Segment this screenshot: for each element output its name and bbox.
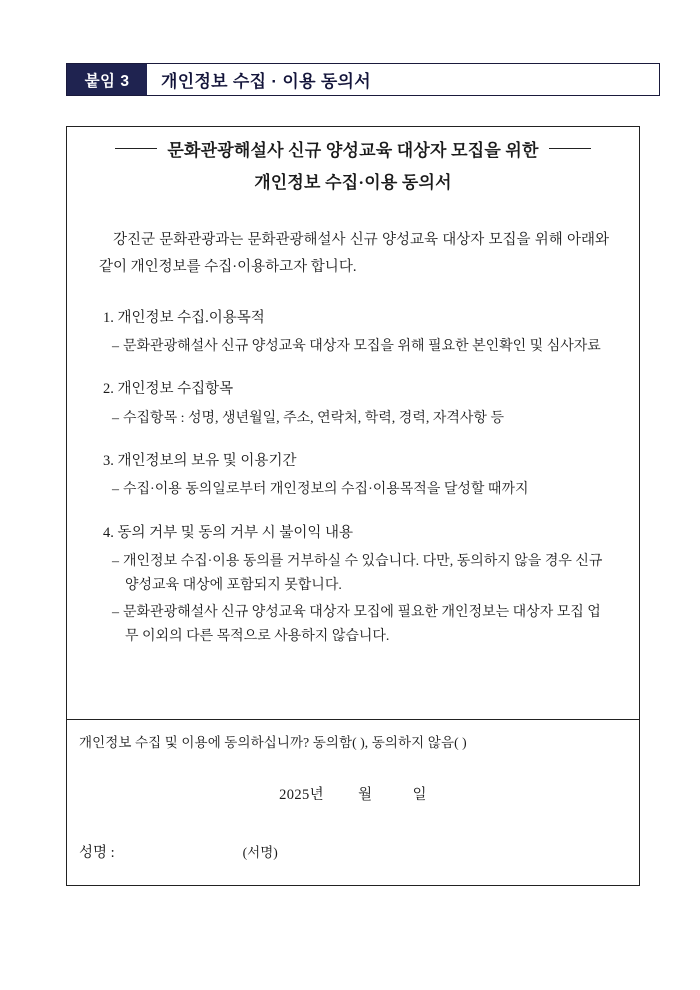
- date-line: [67, 783, 639, 804]
- consent-intro: 강진군 문화관광과는 문화관광해설사 신규 양성교육 대상자 모집을 위해 아래와 같이 개인정보를 수집·이용하고자 합니다.: [99, 232, 609, 275]
- section-item-text: 개인정보 수집·이용 동의를 거부하실 수 있습니다. 다만, 동의하지 않을 경우 신규 양성교육 대상에 포함되지 못합니다.: [123, 553, 603, 594]
- consent-form-box: [66, 126, 640, 886]
- attachment-header: [66, 63, 660, 96]
- consent-title-line1: 문화관광해설사 신규 양성교육 대상자 모집을 위한: [167, 141, 539, 160]
- consent-section: [97, 378, 611, 431]
- signature-label: 성명 :: [79, 845, 115, 861]
- consent-sections: [97, 307, 611, 650]
- attachment-tag: 붙임 3: [67, 64, 147, 95]
- consent-question[interactable]: 개인정보 수집 및 이용에 동의하십니까? 동의함( ), 동의하지 않음( ): [79, 735, 467, 750]
- section-item-text: 수집·이용 동의일로부터 개인정보의 수집·이용목적을 달성할 때까지: [123, 482, 529, 498]
- section-item-text: 문화관광해설사 신규 양성교육 대상자 모집에 필요한 개인정보는 대상자 모집 업무 이외의 다른 목적으로 사용하지 않습니다.: [123, 604, 601, 645]
- section-item: [97, 601, 611, 650]
- section-heading: 1. 개인정보 수집.이용목적: [103, 309, 265, 326]
- attachment-title: 개인정보 수집 · 이용 동의서: [161, 72, 371, 91]
- section-item-text: 수집항목 : 성명, 생년월일, 주소, 연락처, 학력, 경력, 자격사항 등: [123, 410, 504, 426]
- date-day: 일: [412, 787, 427, 803]
- dash-marker: –: [112, 410, 119, 426]
- dash-marker: –: [112, 553, 119, 569]
- section-heading: 4. 동의 거부 및 동의 거부 시 불이익 내용: [103, 524, 353, 541]
- section-item: [97, 335, 611, 360]
- section-heading: 2. 개인정보 수집항목: [103, 381, 234, 398]
- consent-divider: [67, 719, 639, 720]
- consent-title-line2: 개인정보 수집·이용 동의서: [254, 173, 452, 192]
- section-item: [97, 478, 611, 503]
- date-year: 2025년: [279, 787, 325, 803]
- title-rule-left: [115, 148, 157, 149]
- dash-marker: –: [112, 482, 119, 498]
- signature-note: (서명): [242, 845, 278, 860]
- consent-section: [97, 522, 611, 650]
- dash-marker: –: [112, 338, 119, 354]
- signature-row[interactable]: [79, 841, 278, 862]
- consent-section: [97, 307, 611, 360]
- date-month: 월: [358, 787, 373, 803]
- consent-form-title: [67, 136, 639, 193]
- dash-marker: –: [112, 604, 119, 620]
- title-rule-right: [549, 148, 591, 149]
- section-item: [97, 407, 611, 432]
- section-item-text: 문화관광해설사 신규 양성교육 대상자 모집을 위해 필요한 본인확인 및 심사자료: [123, 338, 601, 354]
- section-item: [97, 550, 611, 599]
- section-heading: 3. 개인정보의 보유 및 이용기간: [103, 453, 297, 469]
- consent-section: [97, 450, 611, 503]
